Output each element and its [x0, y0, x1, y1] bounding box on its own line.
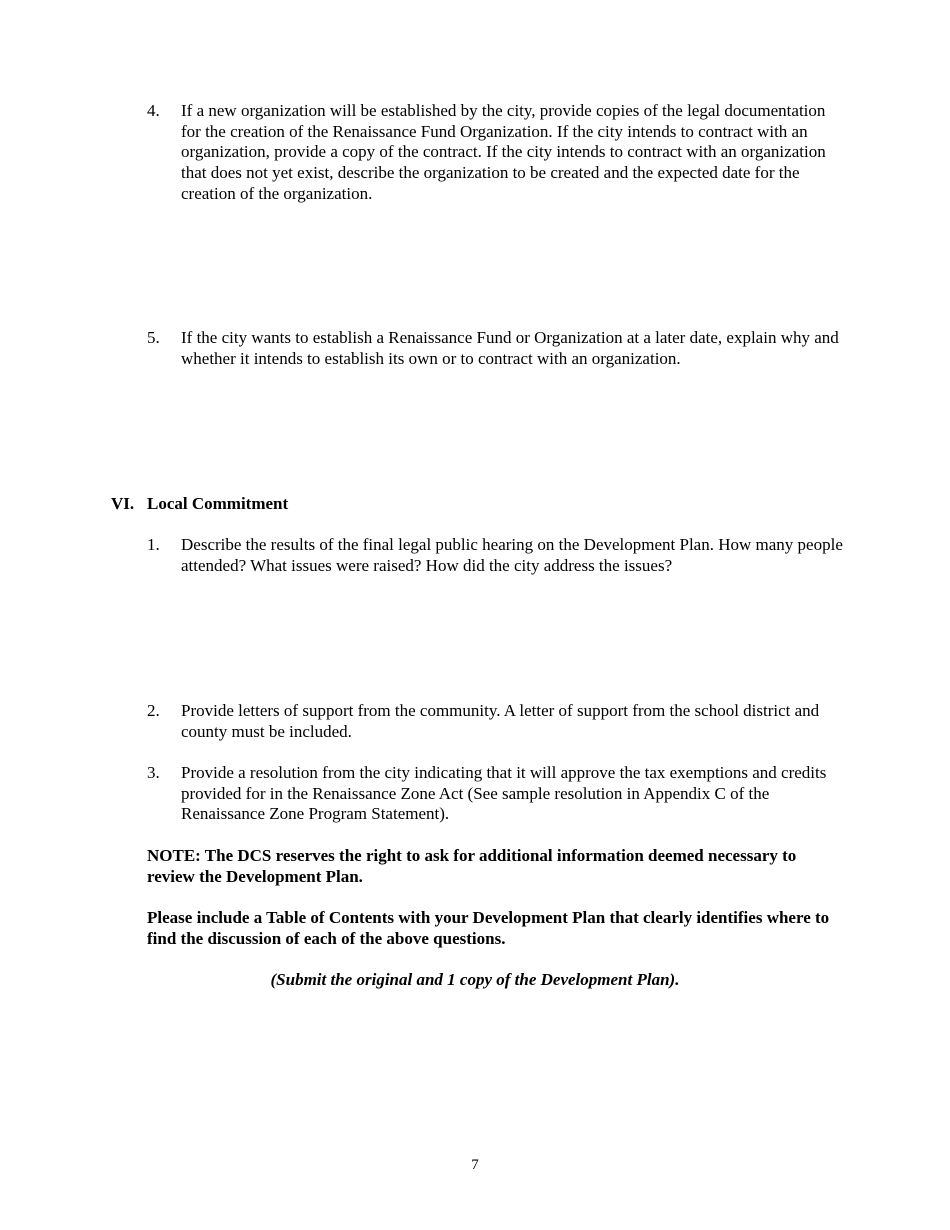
list-item-2: [147, 701, 847, 742]
list-item-5: [147, 328, 847, 369]
list-item-4: [147, 101, 847, 205]
list-item-number: 5.: [147, 328, 160, 347]
list-item-text: If a new organization will be established by the city, provide copies of the legal documentation for the creation of the Renaissance Fund Organization. If the city intends to contract with an organization, provide a copy of the contract. If the city intends to contract with an organization that does not yet exist, describe the organization to be created and the expected date for the creation of the organization.: [181, 101, 826, 203]
section-heading-local-commitment: [111, 494, 288, 515]
section-title: Local Commitment: [147, 494, 289, 513]
submit-instruction: (Submit the original and 1 copy of the Development Plan).: [270, 970, 680, 989]
list-item-text: Provide letters of support from the community. A letter of support from the school district and county must be included.: [181, 701, 820, 741]
note-paragraph: NOTE: The DCS reserves the right to ask for additional information deemed necessary to review the Development Plan.: [147, 846, 797, 886]
list-item-1: [147, 535, 847, 576]
list-item-number: 3.: [147, 763, 160, 782]
section-numeral: VI.: [111, 494, 135, 513]
list-item-number: 2.: [147, 701, 160, 720]
list-item-text: Provide a resolution from the city indicating that it will approve the tax exemptions and credits provided for in the Renaissance Zone Act (See sample resolution in Appendix C of the Renaissance Zone Program Statement).: [181, 763, 827, 824]
list-item-number: 1.: [147, 535, 160, 554]
toc-instruction-paragraph: Please include a Table of Contents with your Development Plan that clearly identifies where to find the discussion of each of the above questions.: [147, 908, 830, 948]
list-item-3: [147, 763, 847, 825]
list-item-number: 4.: [147, 101, 160, 120]
list-item-text: If the city wants to establish a Renaissance Fund or Organization at a later date, explain why and whether it intends to establish its own or to contract with an organization.: [181, 328, 839, 368]
page-number: 7: [471, 1157, 479, 1173]
list-item-text: Describe the results of the final legal public hearing on the Development Plan. How many people attended? What issues were raised? How did the city address the issues?: [181, 535, 843, 575]
